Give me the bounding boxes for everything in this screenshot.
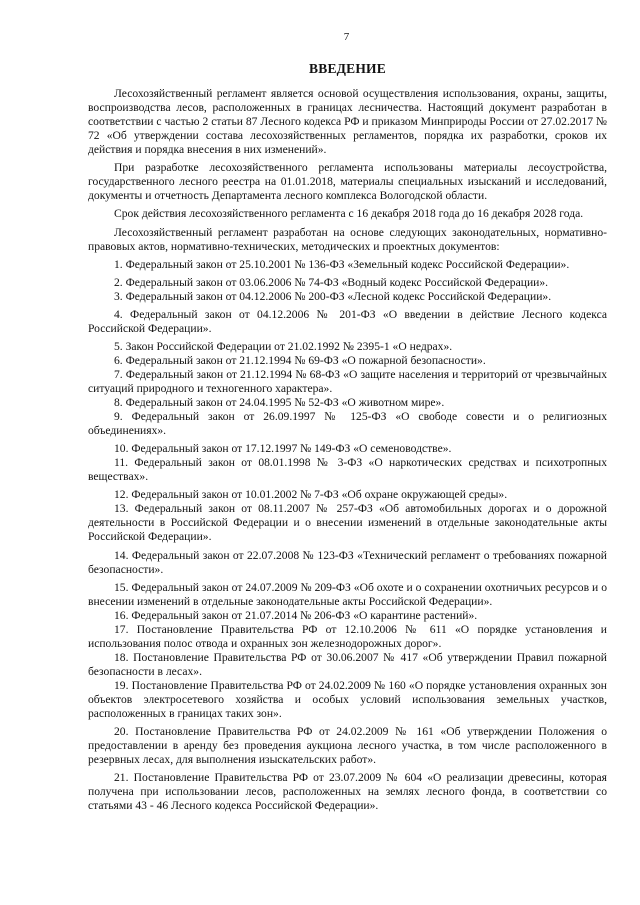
intro-paragraph: При разработке лесохозяйственного регламента использованы материалы лесоустройства, государственного лесного реестра на 01.01.2018, материалы специальных изысканий и исследований, документы и отчетность Департамента лесного комплекса Вологодской области. <box>88 161 607 203</box>
list-item: 4. Федеральный закон от 04.12.2006 № 201-ФЗ «О введении в действие Лесного кодекса Российской Федерации». <box>88 307 607 335</box>
intro-paragraph: Лесохозяйственный регламент является основой осуществления использования, охраны, защиты, воспроизводства лесов, расположенных в границах лесничества. Настоящий документ разработан в соответствии с частью 2 статьи 87 Лесного кодекса РФ и приказом Минприроды России от 27.02.2017 № 72 «Об утверждении состава лесохозяйственных регламентов, порядка их разработки, сроков их действия и порядка внесения в них изменений». <box>88 87 607 157</box>
list-item: 8. Федеральный закон от 24.04.1995 № 52-ФЗ «О животном мире». <box>114 396 445 410</box>
list-item: 2. Федеральный закон от 03.06.2006 № 74-ФЗ «Водный кодекс Российской Федерации». <box>114 275 549 289</box>
list-item: 1. Федеральный закон от 25.10.2001 № 136-ФЗ «Земельный кодекс Российской Федерации». <box>114 257 570 271</box>
legal-acts-list <box>88 258 607 814</box>
list-item: 5. Закон Российской Федерации от 21.02.1992 № 2395-1 «О недрах». <box>114 339 453 353</box>
list-item: 12. Федеральный закон от 10.01.2002 № 7-ФЗ «Об охране окружающей среды». <box>114 488 508 502</box>
list-item: 18. Постановление Правительства РФ от 30.06.2007 № 417 «Об утверждении Правил пожарной безопасности в лесах». <box>88 650 607 678</box>
list-item: 17. Постановление Правительства РФ от 12.10.2006 № 611 «О порядке установления и использования полос отвода и охранных зон железнодорожных дорог». <box>88 622 607 650</box>
list-item: 15. Федеральный закон от 24.07.2009 № 209-ФЗ «Об охоте и о сохранении охотничьих ресурсов и о внесении изменений в отдельные законодательные акты Российской Федерации». <box>88 580 607 608</box>
list-item: 14. Федеральный закон от 22.07.2008 № 123-ФЗ «Технический регламент о требованиях пожарной безопасности». <box>88 548 607 576</box>
list-item: 20. Постановление Правительства РФ от 24.02.2009 № 161 «Об утверждении Положения о предоставлении в аренду без проведения аукциона лесного участка, в том числе расположенного в резервных лесах, для выполнения изыскательских работ». <box>88 725 607 767</box>
list-item: 7. Федеральный закон от 21.12.1994 № 68-ФЗ «О защите населения и территорий от чрезвычайных ситуаций природного и техногенного характера». <box>88 367 607 395</box>
list-item: 10. Федеральный закон от 17.12.1997 № 149-ФЗ «О семеноводстве». <box>114 442 452 456</box>
list-item: 11. Федеральный закон от 08.01.1998 № 3-ФЗ «О наркотических средствах и психотропных веществах». <box>88 456 607 484</box>
list-item: 13. Федеральный закон от 08.11.2007 № 257-ФЗ «Об автомобильных дорогах и о дорожной деятельности в Российской Федерации и о внесении изменений в отдельные законодательные акты Российской Федерации». <box>88 502 607 544</box>
list-item: 19. Постановление Правительства РФ от 24.02.2009 № 160 «О порядке установления охранных зон объектов электросетевого хозяйства и особых условий использования земельных участков, расположенных в границах таких зон». <box>88 678 607 721</box>
list-item: 6. Федеральный закон от 21.12.1994 № 69-ФЗ «О пожарной безопасности». <box>114 353 486 367</box>
section-title: ВВЕДЕНИЕ <box>309 61 386 77</box>
intro-paragraph: Лесохозяйственный регламент разработан на основе следующих законодательных, нормативно-правовых актов, нормативно-технических, методических и проектных документов: <box>88 225 607 253</box>
intro-section <box>88 87 607 254</box>
list-item: 3. Федеральный закон от 04.12.2006 № 200-ФЗ «Лесной кодекс Российской Федерации». <box>114 289 552 303</box>
intro-paragraph: Срок действия лесохозяйственного регламента с 16 декабря 2018 года до 16 декабря 2028 года. <box>114 207 584 221</box>
page-number: 7 <box>343 31 350 43</box>
list-item: 9. Федеральный закон от 26.09.1997 № 125-ФЗ «О свободе совести и о религиозных объединениях». <box>88 410 607 438</box>
list-item: 16. Федеральный закон от 21.07.2014 № 206-ФЗ «О карантине растений». <box>114 608 478 622</box>
list-item: 21. Постановление Правительства РФ от 23.07.2009 № 604 «О реализации древесины, которая получена при использовании лесов, расположенных на землях лесного фонда, в соответствии со статьями 43 - 46 Лесного кодекса Российской Федерации». <box>88 771 607 813</box>
